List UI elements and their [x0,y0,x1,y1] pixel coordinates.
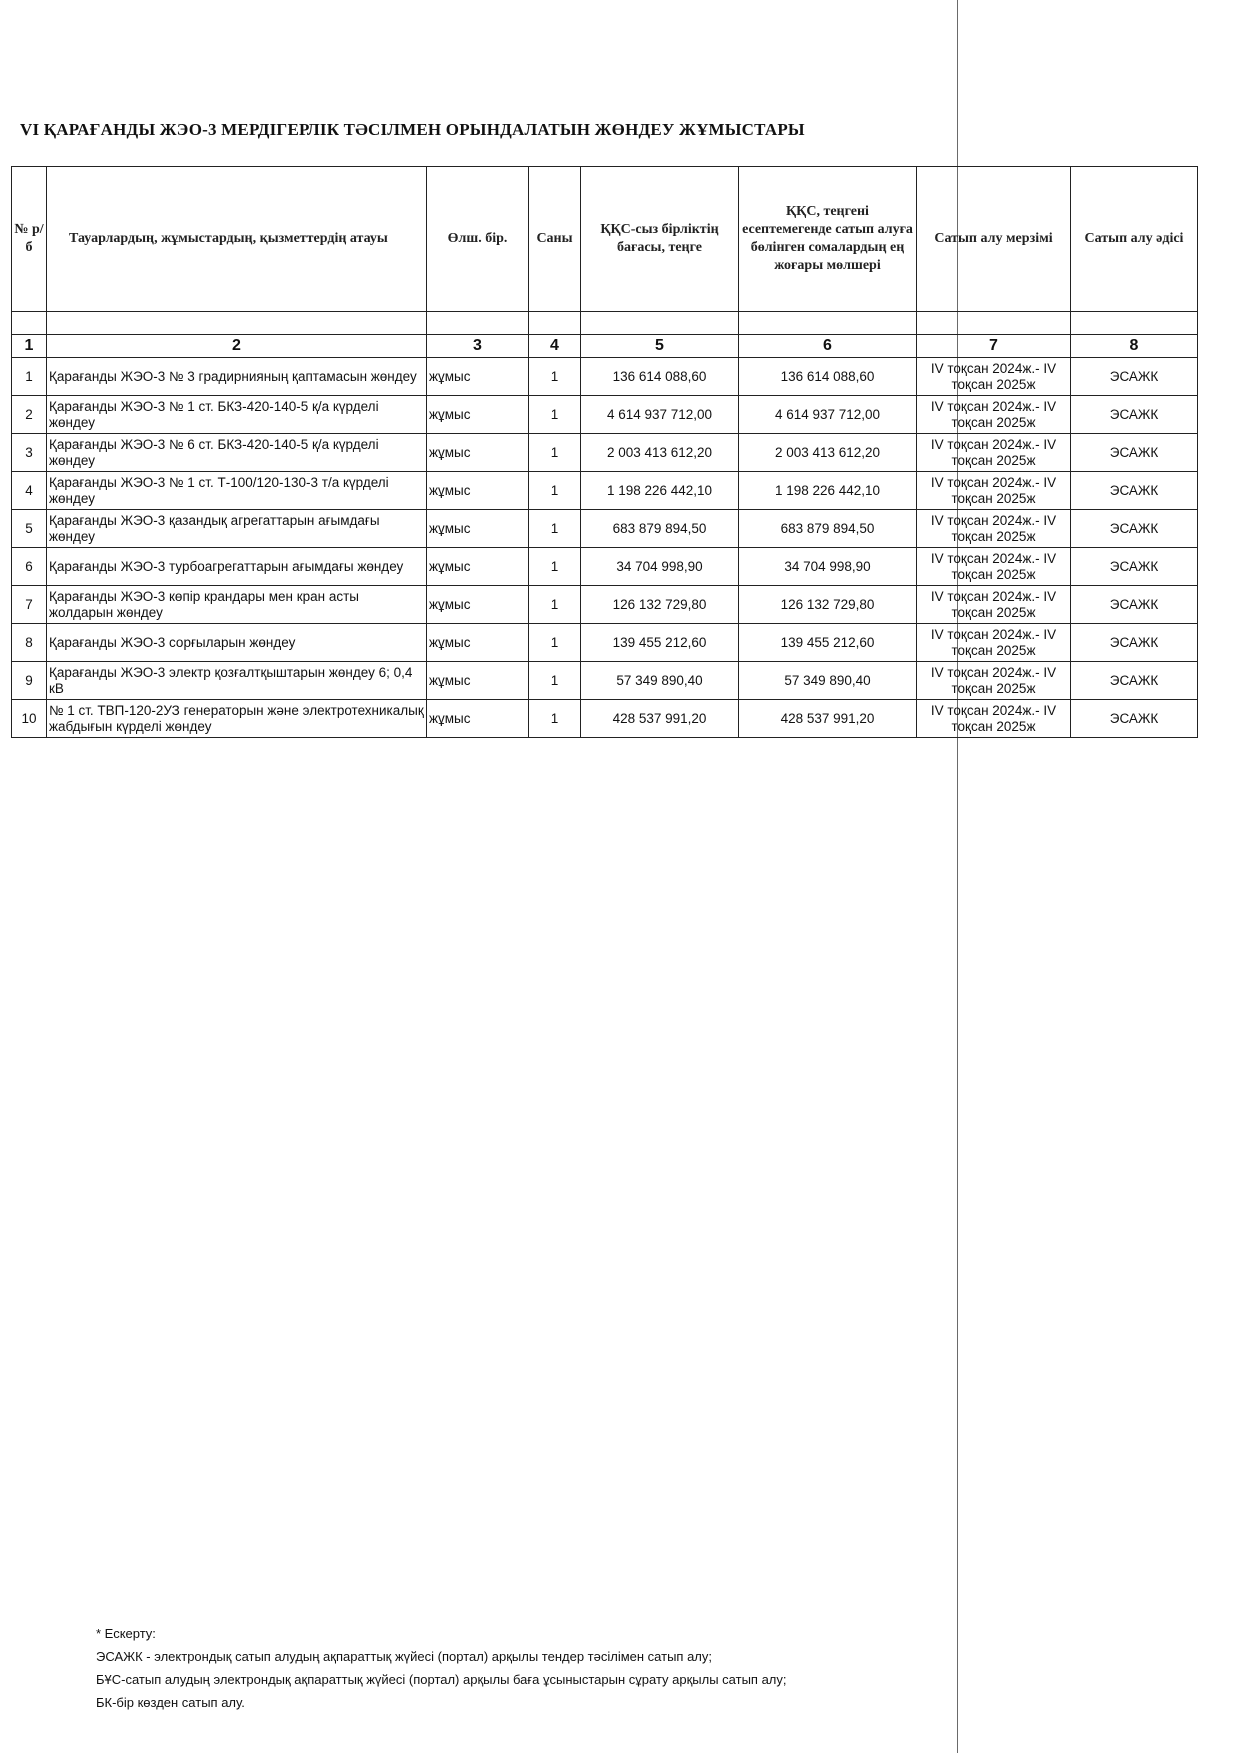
term-cell: IV тоқсан 2024ж.- IV тоқсан 2025ж [917,358,1071,396]
unit-price-cell: 57 349 890,40 [581,662,739,700]
max-sum-cell: 57 349 890,40 [739,662,917,700]
row-number: 8 [12,624,47,662]
quantity-cell: 1 [529,548,581,586]
table-row [12,434,1198,472]
term-cell: IV тоқсан 2024ж.- IV тоқсан 2025ж [917,662,1071,700]
quantity-cell: 1 [529,586,581,624]
unit-price-cell: 2 003 413 612,20 [581,434,739,472]
unit-price-cell: 683 879 894,50 [581,510,739,548]
table-row [12,396,1198,434]
term-cell: IV тоқсан 2024ж.- IV тоқсан 2025ж [917,510,1071,548]
method-cell: ЭСАЖК [1071,510,1198,548]
unit-cell: жұмыс [427,662,529,700]
document-title: VI ҚАРАҒАНДЫ ЖЭО-3 МЕРДІГЕРЛІК ТӘСІЛМЕН ОРЫНДАЛАТЫН ЖӨНДЕУ ЖҰМЫСТАРЫ [20,120,805,139]
item-name: № 1 ст. ТВП-120-2УЗ генераторын және электротехникалық жабдығын күрделі жөндеу [47,700,427,738]
max-sum-cell: 1 198 226 442,10 [739,472,917,510]
term-cell: IV тоқсан 2024ж.- IV тоқсан 2025ж [917,700,1071,738]
column-number: 1 [12,335,47,358]
footnote [96,1622,787,1714]
method-cell: ЭСАЖК [1071,472,1198,510]
quantity-cell: 1 [529,358,581,396]
quantity-cell: 1 [529,510,581,548]
item-name: Қарағанды ЖЭО-3 № 6 ст. БКЗ-420-140-5 қ/а күрделі жөндеу [47,434,427,472]
column-number: 7 [917,335,1071,358]
max-sum-cell: 136 614 088,60 [739,358,917,396]
column-number: 6 [739,335,917,358]
table-row [12,662,1198,700]
quantity-cell: 1 [529,434,581,472]
item-name: Қарағанды ЖЭО-3 № 3 градирнияның қаптамасын жөндеу [47,358,427,396]
unit-cell: жұмыс [427,700,529,738]
item-name: Қарағанды ЖЭО-3 сорғыларын жөндеу [47,624,427,662]
unit-price-cell: 4 614 937 712,00 [581,396,739,434]
max-sum-cell: 428 537 991,20 [739,700,917,738]
header-row [12,167,1198,312]
row-number: 2 [12,396,47,434]
table-row [12,472,1198,510]
column-number: 8 [1071,335,1198,358]
row-number: 9 [12,662,47,700]
header-number: № р/б [12,167,47,312]
unit-price-cell: 428 537 991,20 [581,700,739,738]
max-sum-cell: 139 455 212,60 [739,624,917,662]
table-row [12,586,1198,624]
procurement-table [11,166,1198,738]
table-row [12,358,1198,396]
item-name: Қарағанды ЖЭО-3 турбоагрегаттарын ағымдағы жөндеу [47,548,427,586]
column-number: 4 [529,335,581,358]
unit-cell: жұмыс [427,510,529,548]
method-cell: ЭСАЖК [1071,586,1198,624]
max-sum-cell: 126 132 729,80 [739,586,917,624]
method-cell: ЭСАЖК [1071,358,1198,396]
item-name: Қарағанды ЖЭО-3 № 1 ст. БКЗ-420-140-5 қ/а күрделі жөндеу [47,396,427,434]
row-number: 6 [12,548,47,586]
unit-price-cell: 136 614 088,60 [581,358,739,396]
unit-cell: жұмыс [427,586,529,624]
spacer-row [12,312,1198,335]
unit-cell: жұмыс [427,396,529,434]
table-row [12,700,1198,738]
unit-cell: жұмыс [427,548,529,586]
header-unit: Өлш. бір. [427,167,529,312]
quantity-cell: 1 [529,624,581,662]
max-sum-cell: 34 704 998,90 [739,548,917,586]
footnote-line: БК-бір көзден сатып алу. [96,1695,245,1710]
unit-cell: жұмыс [427,434,529,472]
quantity-cell: 1 [529,472,581,510]
row-number: 4 [12,472,47,510]
item-name: Қарағанды ЖЭО-3 электр қозғалтқыштарын жөндеу 6; 0,4 кВ [47,662,427,700]
item-name: Қарағанды ЖЭО-3 қазандық агрегаттарын ағымдағы жөндеу [47,510,427,548]
item-name: Қарағанды ЖЭО-3 көпір крандары мен кран асты жолдарын жөндеу [47,586,427,624]
method-cell: ЭСАЖК [1071,700,1198,738]
unit-price-cell: 34 704 998,90 [581,548,739,586]
unit-cell: жұмыс [427,624,529,662]
header-unit-price: ҚҚС-сыз бірліктің бағасы, теңге [581,167,739,312]
row-number: 1 [12,358,47,396]
footnote-line: БҰС-сатып алудың электрондық ақпараттық жүйесі (портал) арқылы баға ұсыныстарын сұрату арқылы сатып алу; [96,1672,787,1687]
header-name: Тауарлардың, жұмыстардың, қызметтердің атауы [47,167,427,312]
quantity-cell: 1 [529,662,581,700]
table-row [12,624,1198,662]
column-number: 3 [427,335,529,358]
table-row [12,548,1198,586]
footnote-title: * Ескерту: [96,1626,156,1641]
method-cell: ЭСАЖК [1071,548,1198,586]
row-number: 10 [12,700,47,738]
max-sum-cell: 2 003 413 612,20 [739,434,917,472]
term-cell: IV тоқсан 2024ж.- IV тоқсан 2025ж [917,548,1071,586]
item-name: Қарағанды ЖЭО-3 № 1 ст. Т-100/120-130-3 т/а күрделі жөндеу [47,472,427,510]
method-cell: ЭСАЖК [1071,396,1198,434]
term-cell: IV тоқсан 2024ж.- IV тоқсан 2025ж [917,396,1071,434]
unit-cell: жұмыс [427,472,529,510]
quantity-cell: 1 [529,396,581,434]
footnote-line: ЭСАЖК - электрондық сатып алудың ақпараттық жүйесі (портал) арқылы тендер тәсілімен сатып алу; [96,1649,713,1664]
row-number: 3 [12,434,47,472]
term-cell: IV тоқсан 2024ж.- IV тоқсан 2025ж [917,472,1071,510]
method-cell: ЭСАЖК [1071,434,1198,472]
column-number-row [12,335,1198,358]
header-method: Сатып алу әдісі [1071,167,1198,312]
term-cell: IV тоқсан 2024ж.- IV тоқсан 2025ж [917,586,1071,624]
row-number: 5 [12,510,47,548]
table-row [12,510,1198,548]
column-number: 2 [47,335,427,358]
term-cell: IV тоқсан 2024ж.- IV тоқсан 2025ж [917,624,1071,662]
unit-price-cell: 1 198 226 442,10 [581,472,739,510]
unit-cell: жұмыс [427,358,529,396]
header-term: Сатып алу мерзімі [917,167,1071,312]
method-cell: ЭСАЖК [1071,624,1198,662]
unit-price-cell: 126 132 729,80 [581,586,739,624]
header-quantity: Саны [529,167,581,312]
max-sum-cell: 683 879 894,50 [739,510,917,548]
unit-price-cell: 139 455 212,60 [581,624,739,662]
max-sum-cell: 4 614 937 712,00 [739,396,917,434]
header-max-sum: ҚҚС, теңгені есептемегенде сатып алуға бөлінген сомалардың ең жоғары мөлшері [739,167,917,312]
column-number: 5 [581,335,739,358]
quantity-cell: 1 [529,700,581,738]
method-cell: ЭСАЖК [1071,662,1198,700]
term-cell: IV тоқсан 2024ж.- IV тоқсан 2025ж [917,434,1071,472]
row-number: 7 [12,586,47,624]
